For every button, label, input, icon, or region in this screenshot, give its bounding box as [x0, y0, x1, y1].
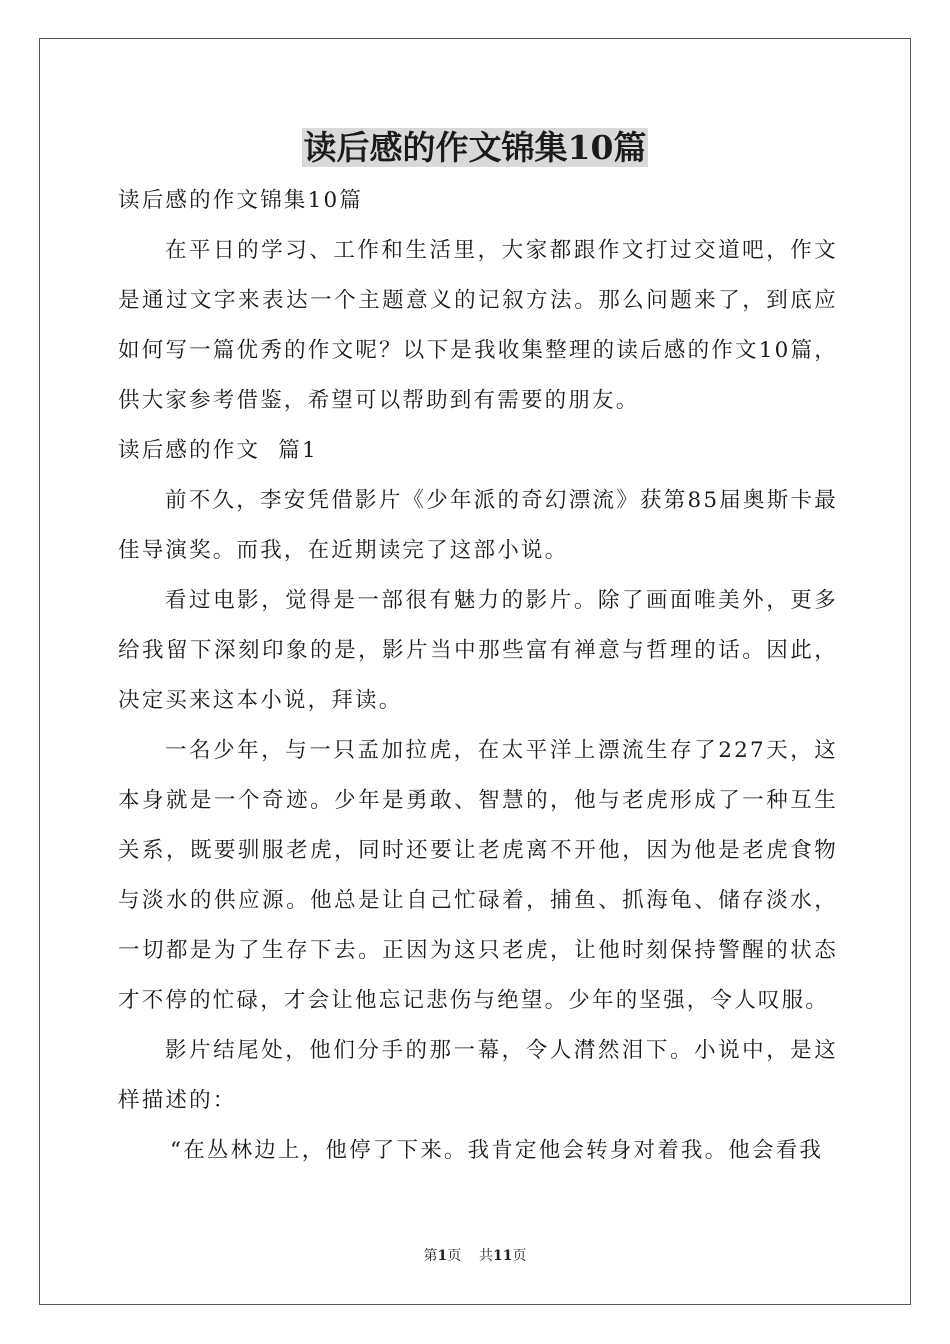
document-title-text: 读后感的作文锦集10篇 — [303, 128, 647, 167]
footer-suffix: 页 — [512, 1248, 527, 1264]
body-paragraph-3: 一名少年，与一只孟加拉虎，在太平洋上漂流生存了227天，这本身就是一个奇迹。少年是勇敢、智慧的，他与老虎形成了一种互生关系，既要驯服老虎，同时还要让老虎离不开他，因为他是老虎食物与淡水的供应源。他总是让自己忙碌着，捕鱼、抓海龟、储存淡水，一切都是为了生存下去。正因为这只老虎，让他时刻保持警醒的状态才不停的忙碌，才会让他忘记悲伤与绝望。少年的坚强，令人叹服。 — [118, 738, 838, 1013]
footer-total-pages: 11 — [493, 1248, 513, 1264]
body-paragraph-1: 前不久，李安凭借影片《少年派的奇幻漂流》获第85届奥斯卡最佳导演奖。而我，在近期读完了这部小说。 — [118, 488, 838, 563]
section-heading: 读后感的作文 篇1 — [118, 438, 318, 463]
intro-paragraph: 在平日的学习、工作和生活里，大家都跟作文打过交道吧，作文是通过文字来表达一个主题意义的记叙方法。那么问题来了，到底应如何写一篇优秀的作文呢？以下是我收集整理的读后感的作文10篇，供大家参考借鉴，希望可以帮助到有需要的朋友。 — [118, 238, 838, 413]
document-body — [118, 176, 838, 1176]
footer-mid: 页 共 — [447, 1248, 494, 1264]
document-subtitle: 读后感的作文锦集10篇 — [118, 188, 364, 213]
body-paragraph-4: 影片结尾处，他们分手的那一幕，令人潸然泪下。小说中，是这样描述的： — [118, 1038, 838, 1113]
quote-paragraph: “在丛林边上，他停了下来。我肯定他会转身对着我。他会看我 — [170, 1138, 824, 1163]
footer-prefix: 第 — [423, 1248, 438, 1264]
body-paragraph-2: 看过电影，觉得是一部很有魅力的影片。除了画面唯美外，更多给我留下深刻印象的是，影片当中那些富有禅意与哲理的话。因此，决定买来这本小说，拜读。 — [118, 588, 838, 713]
footer-page-number: 1 — [437, 1248, 448, 1264]
page-footer — [0, 1246, 950, 1266]
document-title — [0, 124, 950, 172]
